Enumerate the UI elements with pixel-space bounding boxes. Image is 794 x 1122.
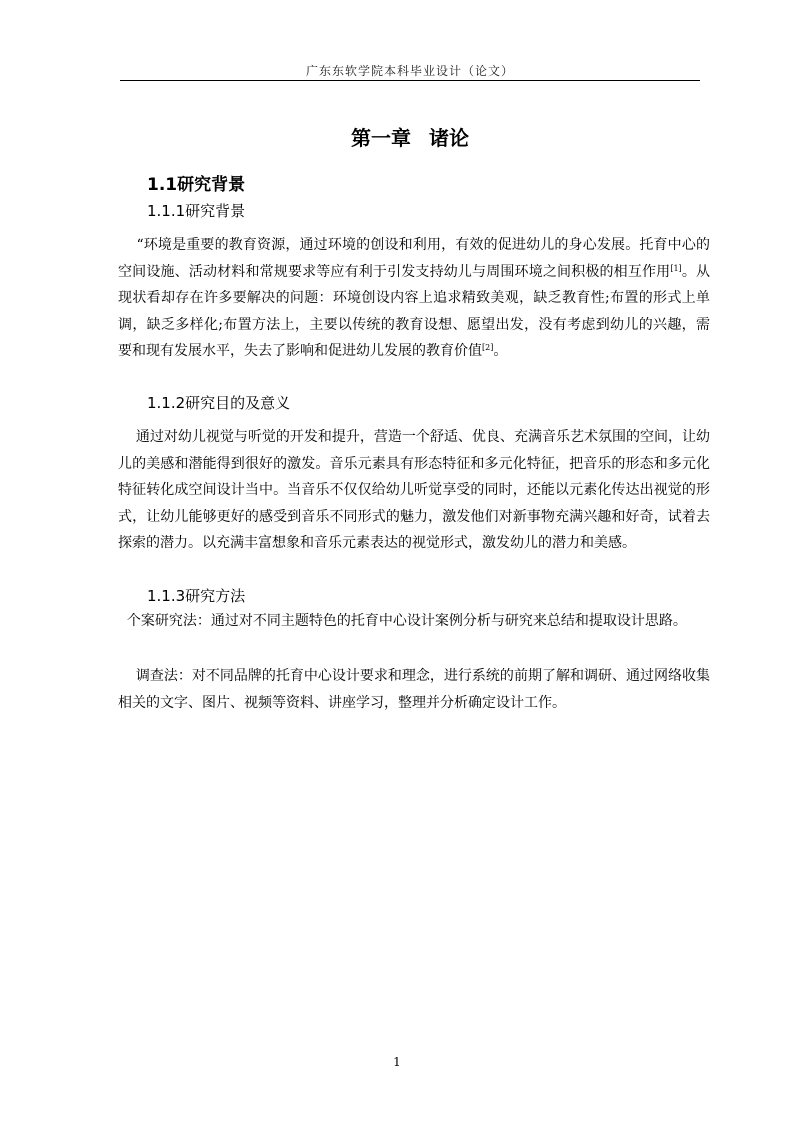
subsection-heading-1: 1.1.1研究背景	[147, 202, 246, 220]
chapter-title	[120, 122, 700, 151]
section-heading: 1.1研究背景	[147, 175, 246, 195]
paragraph-background	[118, 232, 710, 365]
subsection-heading-3: 1.1.3研究方法	[147, 587, 246, 605]
page-header: 广东东软学院本科毕业设计（论文）	[305, 64, 514, 78]
paragraph-purpose	[118, 424, 710, 557]
citation-ref: [2]	[482, 343, 494, 352]
page-number: 1	[393, 1055, 401, 1069]
header-divider	[120, 80, 700, 81]
subsection-heading-2: 1.1.2研究目的及意义	[147, 394, 291, 412]
paragraph-text: 。从现状看却存在许多要解决的问题：环境创设内容上追求精致美观，缺乏教育性;布置的形式上单调，缺乏多样化;布置方法上，主要以传统的教育设想、愿望出发，没有考虑到幼儿的兴趣，需要和现有发展水平，失去了影响和促进幼儿发展的教育价值	[118, 263, 711, 359]
chapter-name: 诸论	[429, 126, 469, 150]
paragraph-text: “环境是重要的教育资源，通过环境的创设和利用，有效的促进幼儿的身心发展。托育中心的空间设施、活动材料和常规要求等应有利于引发支持幼儿与周围环境之间积极的相互作用	[118, 237, 710, 280]
citation-ref: [1]	[670, 263, 682, 273]
paragraph-method-case	[118, 608, 710, 635]
paragraph-method-survey	[118, 663, 710, 716]
paragraph-text: 调查法：对不同品牌的托育中心设计要求和理念，进行系统的前期了解和调研、通过网络收集相关的文字、图片、视频等资料、讲座学习，整理并分析确定设计工作。	[118, 668, 710, 711]
chapter-number: 第一章	[351, 126, 411, 150]
paragraph-text: 通过对幼儿视觉与听觉的开发和提升，营造一个舒适、优良、充满音乐艺术氛围的空间，让幼儿的美感和潜能得到很好的激发。音乐元素具有形态特征和多元化特征，把音乐的形态和多元化特征转化成空间设计当中。当音乐不仅仅给幼儿听觉享受的同时，还能以元素化传达出视觉的形式，让幼儿能够更好的感受到音乐不同形式的魅力，激发他们对新事物充满兴趣和好奇，试着去探索的潜力。以充满丰富想象和音乐元素表达的视觉形式，激发幼儿的潜力和美感。	[118, 429, 710, 551]
paragraph-text: 。	[493, 343, 508, 359]
paragraph-text: 个案研究法：通过对不同主题特色的托育中心设计案例分析与研究来总结和提取设计思路。	[118, 613, 687, 629]
